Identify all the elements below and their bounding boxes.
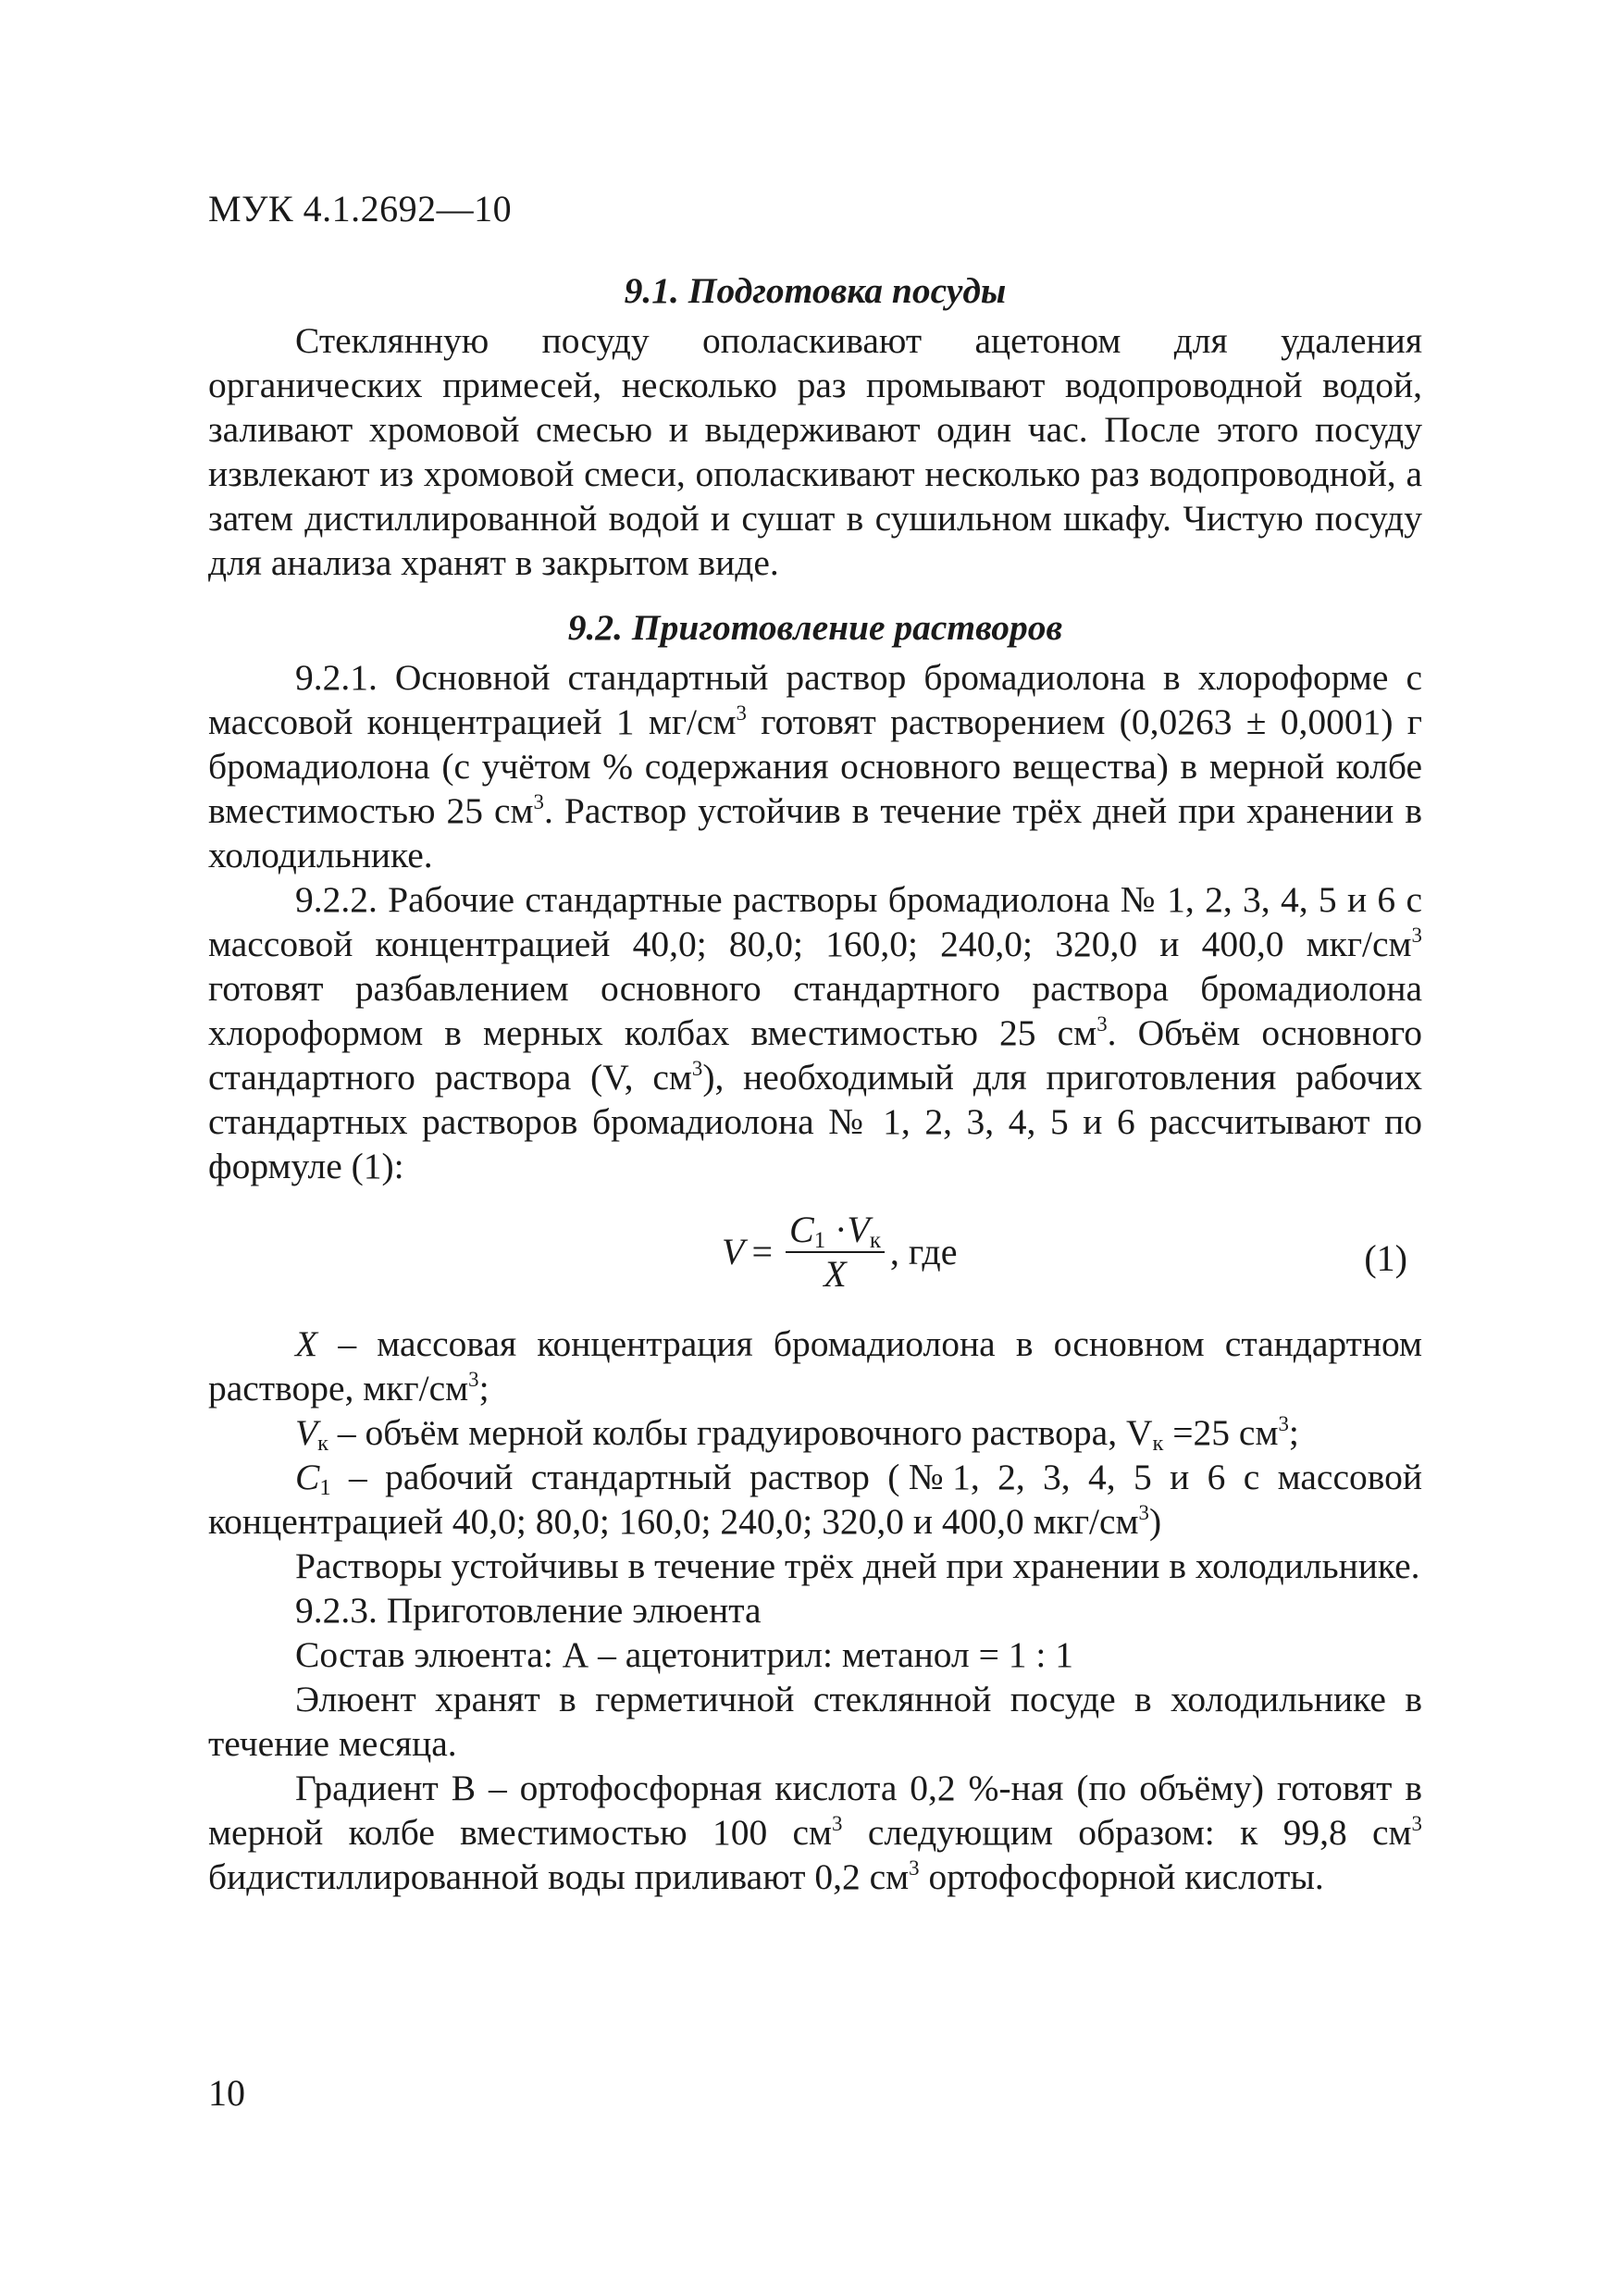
page-content: [208, 268, 1422, 1899]
page-number: 10: [208, 2072, 245, 2114]
formula-equals: =: [751, 1231, 773, 1272]
formula-denominator: X: [824, 1253, 847, 1295]
subsection-title-9-2-3: 9.2.3. Приготовление элюента: [295, 1590, 762, 1631]
paragraph-eluent-storage: Элюент хранят в герметичной стеклянной посуде в холодильнике в течение месяца.: [208, 1679, 1422, 1764]
section-title-9-1: 9.1. Подготовка посуды: [624, 270, 1007, 311]
section-title-9-2: 9.2. Приготовление растворов: [567, 607, 1063, 648]
formula-volume: [722, 1209, 957, 1296]
paragraph-glassware-preparation: Стеклянную посуду ополаскивают ацетоном для удаления органических примесей, несколько раз промывают водопроводной водой, заливают хромовой смесью и выдерживают один час. После этого посуду извлекают из хромовой смеси, ополаскивают несколько раз водопроводной, а затем дистиллированной водой и сушат в сушильном шкафу. Чистую посуду для анализа хранят в закрытом виде.: [208, 320, 1422, 583]
paragraph-gradient: Градиент В – ортофосфорная кислота 0,2 %-ная (по объёму) готовят в мерной колбе вместимостью 100 $см^3$ следующим образом: к 99,8 $см^3$ бидистиллированной воды приливают 0,2 $см^3$ ортофосфорной кислоты.: [208, 1768, 1422, 1897]
formula-block: [208, 1196, 1422, 1316]
formula-fraction: [786, 1209, 885, 1296]
definition-x: X – массовая концентрация бромадиолона в основном стандартном растворе, мкг/$см^3$;: [208, 1323, 1422, 1409]
document-code-header: МУК 4.1.2692—10: [208, 188, 513, 230]
definition-vk: $V_к$ – объём мерной колбы градуировочного раствора, $V_к =25$ $см^3$;: [295, 1411, 1299, 1457]
formula-number: (1): [1364, 1237, 1407, 1279]
definition-c1: $C_1$ – рабочий стандартный раствор (№1, 2, 3, 4, 5 и 6 с массовой концентрацией 40,0; 80,0; 160,0; 240,0; 320,0 и 400,0 мкг/$см^3$): [208, 1457, 1422, 1542]
paragraph-eluent-composition: Состав элюента: А – ацетонитрил: метанол = 1 : 1: [295, 1634, 1073, 1675]
paragraph-9-2-1: 9.2.1. Основной стандартный раствор бромадиолона в хлороформе с массовой концентрацией 1 $мг/см^3$ готовят растворением (0,0263 ± 0,0001) г бромадиолона (с учётом % содержания основного вещества) в мерной колбе вместимостью 25 $см^3$. Раствор устойчив в течение трёх дней при хранении в холодильнике.: [208, 657, 1423, 875]
formula-lhs: V: [722, 1231, 745, 1272]
formula-suffix: , где: [889, 1231, 958, 1272]
formula-numerator: $C_1 \cdot V_к$: [786, 1209, 885, 1253]
paragraph-stability: Растворы устойчивы в течение трёх дней при хранении в холодильнике.: [295, 1545, 1420, 1586]
paragraph-9-2-2: 9.2.2. Рабочие стандартные растворы бромадиолона № 1, 2, 3, 4, 5 и 6 с массовой концентрацией 40,0; 80,0; 160,0; 240,0; 320,0 и 400,0 мкг/$см^3$ готовят разбавлением основного стандартного раствора бромадиолона хлороформом в мерных колбах вместимостью 25 $см^3$. Объём основного стандартного раствора (V, $см^3$), необходимый для приготовления рабочих стандартных растворов бромадиолона № 1, 2, 3, 4, 5 и 6 рассчитывают по формуле (1):: [208, 879, 1423, 1186]
